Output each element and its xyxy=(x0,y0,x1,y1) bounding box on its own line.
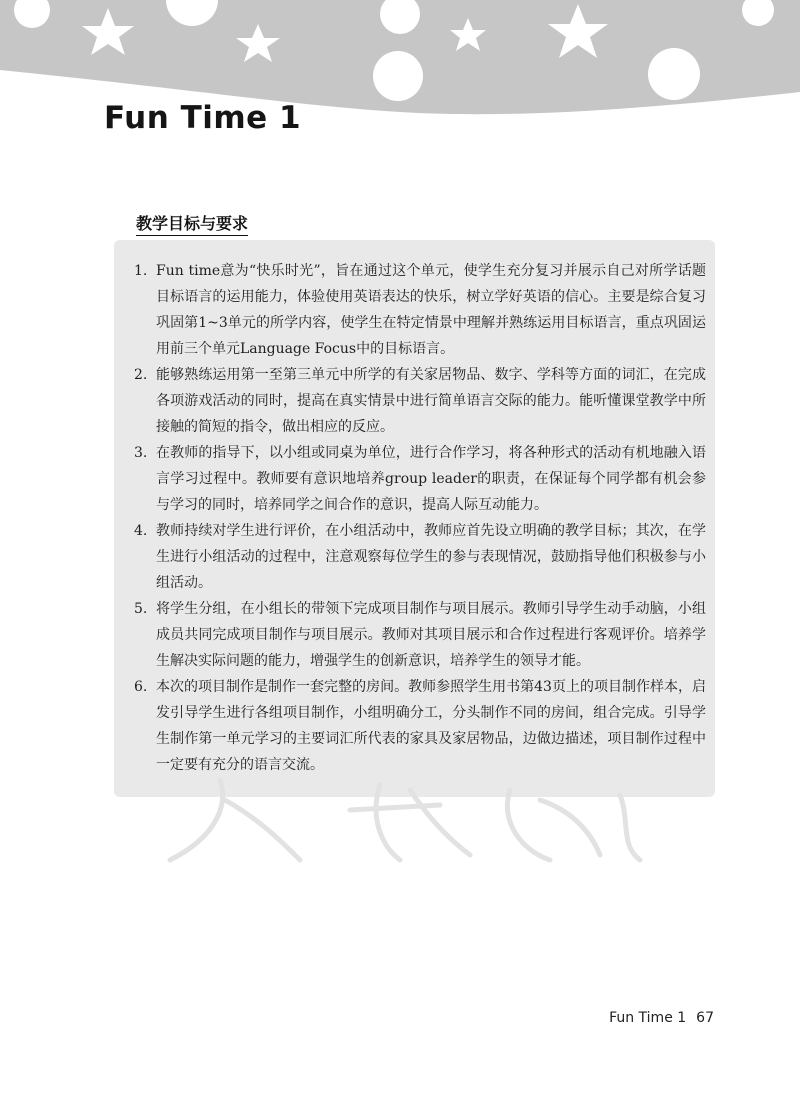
list-item-number: 5. xyxy=(134,601,148,617)
page-number: 67 xyxy=(696,1010,714,1026)
list-item xyxy=(134,362,706,440)
list-item xyxy=(134,440,706,518)
list-item-text: 在教师的指导下，以小组或同桌为单位，进行合作学习，将各种形式的活动有机地融入语言学习过程中。教师要有意识地培养group leader的职责，在保证每个同学都有机会参与学习的同时，培养同学之间合作的意识，提高人际互动能力。 xyxy=(156,445,706,513)
list-item-text: Fun time意为“快乐时光”，旨在通过这个单元，使学生充分复习并展示自己对所学话题目标语言的运用能力，体验使用英语表达的快乐，树立学好英语的信心。主要是综合复习巩固第1~3单元的所学内容，使学生在特定情景中理解并熟练运用目标语言，重点巩固运用前三个单元Language Focus中的目标语言。 xyxy=(156,263,706,357)
footer-title: Fun Time 1 xyxy=(609,1010,687,1026)
list-item-text: 将学生分组，在小组长的带领下完成项目制作与项目展示。教师引导学生动手动脑，小组成员共同完成项目制作与项目展示。教师对其项目展示和合作过程进行客观评价。培养学生解决实际问题的能力，增强学生的创新意识，培养学生的领导才能。 xyxy=(156,601,706,669)
page-footer xyxy=(0,1010,714,1026)
list-item-number: 4. xyxy=(134,523,148,539)
circle-decoration-icon xyxy=(373,51,423,101)
circle-decoration-icon xyxy=(648,48,700,100)
objectives-list xyxy=(134,258,706,778)
list-item xyxy=(134,258,706,362)
list-item-number: 2. xyxy=(134,367,148,383)
list-item-text: 能够熟练运用第一至第三单元中所学的有关家居物品、数字、学科等方面的词汇，在完成各项游戏活动的同时，提高在真实情景中进行简单语言交际的能力。能听懂课堂教学中所接触的简短的指令，做出相应的反应。 xyxy=(156,367,706,435)
list-item-text: 教师持续对学生进行评价，在小组活动中，教师应首先设立明确的教学目标；其次，在学生进行小组活动的过程中，注意观察每位学生的参与表现情况，鼓励指导他们积极参与小组活动。 xyxy=(156,523,706,591)
list-item xyxy=(134,518,706,596)
list-item xyxy=(134,674,706,778)
section-heading: 教学目标与要求 xyxy=(136,214,248,236)
list-item-text: 本次的项目制作是制作一套完整的房间。教师参照学生用书第43页上的项目制作样本，启发引导学生进行各组项目制作，小组明确分工，分头制作不同的房间，组合完成。引导学生制作第一单元学习的主要词汇所代表的家具及家居物品，边做边描述，项目制作过程中一定要有充分的语言交流。 xyxy=(156,679,706,773)
list-item-number: 1. xyxy=(134,263,148,279)
page-title: Fun Time 1 xyxy=(104,100,302,136)
list-item xyxy=(134,596,706,674)
list-item-number: 6. xyxy=(134,679,148,695)
list-item-number: 3. xyxy=(134,445,148,461)
